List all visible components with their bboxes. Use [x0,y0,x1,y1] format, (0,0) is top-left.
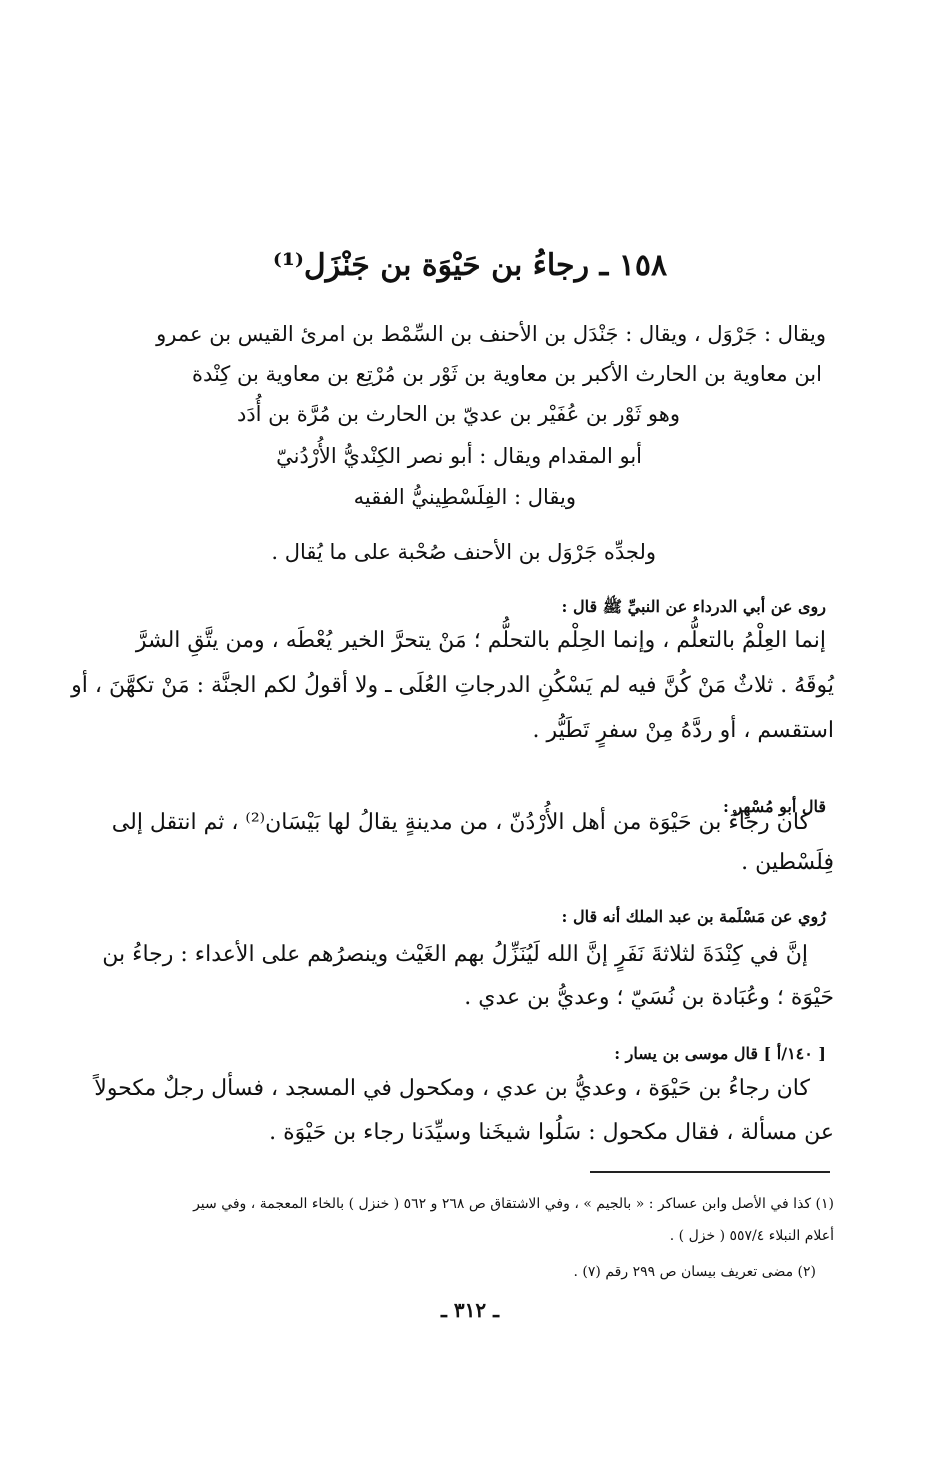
narrator-line: قال أبو مُسْهِر : [723,797,826,816]
footnote-line: (٢) مضى تعريف بيسان ص ٢٩٩ رقم (٧) . [573,1264,816,1280]
footnote-line: أعلام النبلاء ٥٥٧/٤ ( خزل ) . [669,1228,834,1244]
hadith-text-line: يُوقَهُ . ثلاثٌ مَنْ كُنَّ فيه لم يَسْكُنِ الدرجاتِ العُلَى ـ ولا أقولُ لكم الجنَّة : مَنْ تكهَّنَ ، أو [71,673,834,698]
report-text-line: حَيْوَة ؛ وعُبَادة بن نُسَيّ ؛ وعديُّ بن عدي . [464,985,834,1010]
hadith-text-line: استقسم ، أو ردَّهُ مِنْ سفرٍ تَطَيُّر . [532,718,834,743]
report-text-line: كان رجاءُ بن حَيْوَة ، وعديُّ بن عدي ، ومكحول في المسجد ، فسأل رجلٌ مكحولاً [94,1076,810,1101]
narrator-line: [ ١٤٠/أ ] قال موسى بن يسار : [614,1044,826,1063]
report-text-line: إنَّ في كِنْدَةَ لثلاثةَ نَفَرٍ إنَّ الله لَيُنَزِّلُ بهم الغَيْث وينصرُهم على الأعداء : رجاءُ بن [102,942,808,967]
lineage-line-3: وهو ثَوْر بن عُفَيْر بن عديّ بن الحارث بن مُرَّة بن أُدَد [236,402,680,426]
footnote-line: (١) كذا في الأصل وابن عساكر : « بالجيم » ، وفي الاشتقاق ص ٢٦٨ و ٥٦٢ ( خنزل ) بالخاء المعجمة ، وفي سير [193,1196,834,1212]
narrator-line: رُوي عن مَسْلَمة بن عبد الملك أنه قال : [561,907,826,926]
lineage-line-2: ابن معاوية بن الحارث الأكبر بن معاوية بن ثَوْر بن مُرْتِع بن معاوية بن كِنْدة [191,362,822,386]
lineage-line-5: ويقال : الفِلَسْطِينيُّ الفقيه [353,485,576,509]
lineage-line-4: أبو المقدام ويقال : أبو نصر الكِنْديُّ الأُرْدُنيّ [276,444,642,468]
entry-title: ١٥٨ ـ رجاءُ بن حَيْوَة بن جَنْزَل⁽¹⁾ [272,248,668,283]
report-text-line: كان رجاءُ بن حَيْوَة من أهل الأُرْدُنّ ، من مدينةٍ يقالُ لها بَيْسَان⁽²⁾ ، ثم انتقل إلى [111,810,810,835]
footnote-divider [590,1171,830,1173]
lineage-line-1: ويقال : جَرْوَل ، ويقال : جَنْدَل بن الأحنف بن السِّمْط بن امرئ القيس بن عمرو [156,322,826,346]
page-number: ـ ٣١٢ ـ [441,1298,499,1322]
hadith-text-line: إنما العِلْمُ بالتعلُّم ، وإنما الحِلْم بالتحلُّم ؛ مَنْ يتحرَّ الخير يُعْطَه ، ومن يتَّقِ الشرَّ [135,628,826,653]
report-text-line: عن مسألة ، فقال مكحول : سَلُوا شيخَنا وسيِّدَنا رجاء بن حَيْوَة . [269,1120,834,1145]
narrator-line: روى عن أبي الدرداء عن النبيِّ ﷺ قال : [561,597,826,616]
report-text-line: فِلَسْطين . [741,850,834,875]
companion-note: ولجدِّه جَرْوَل بن الأحنف صُحْبة على ما يُقال . [271,540,656,564]
